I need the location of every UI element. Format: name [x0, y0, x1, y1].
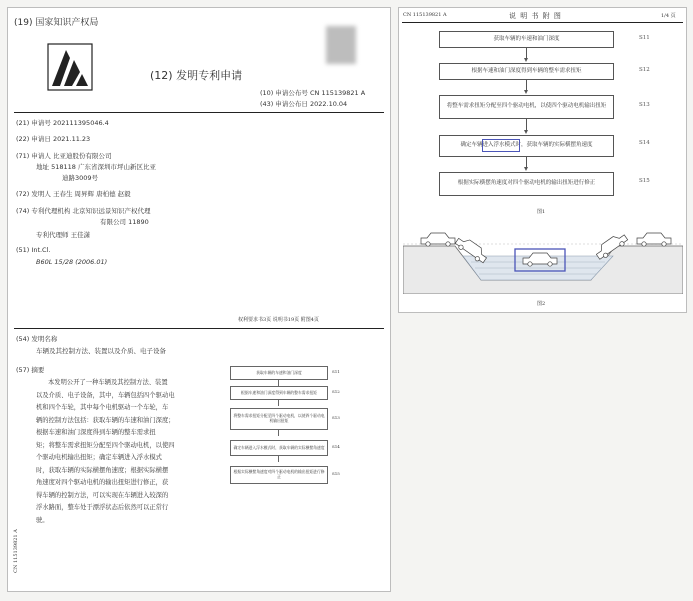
- field-address: 地址 518118 广东省深圳市坪山新区比亚: [36, 163, 156, 171]
- header-divider: [14, 112, 384, 113]
- mini-label: S12: [332, 389, 340, 394]
- office-name: (19) 国家知识产权局: [14, 18, 99, 28]
- abstract-line: 角速度对四个驱动电机的输出扭矩进行修正，获: [36, 479, 169, 486]
- car-icon: [421, 233, 455, 246]
- field-application-date: (22) 申请日 2021.11.23: [16, 135, 91, 143]
- abstract-line: 个驱动电机输出扭矩；确定车辆进入浮水模式: [36, 454, 162, 461]
- mini-step-5: 根据实际横摆角速度对四个驱动电机的输出扭矩进行修正: [230, 466, 328, 484]
- header-page: 1/4 页: [661, 13, 676, 19]
- mini-step-3: 将整车需求扭矩分配至四个驱动电机，以使四个驱动电机输出扭矩: [230, 408, 328, 430]
- step-box-s12: 根据车速和油门深度得到车辆的整车需求扭矩: [439, 63, 614, 80]
- field-applicant: (71) 申请人 比亚迪股份有限公司: [16, 152, 112, 160]
- abstract-label: (57) 摘要: [16, 366, 45, 374]
- abstract-text: [36, 377, 220, 527]
- mini-arrow: [278, 430, 279, 436]
- step-box-s13: 将整车需求扭矩分配至四个驱动电机，以使四个驱动电机输出扭矩: [439, 95, 614, 119]
- abstract-line: 得车辆的控制方法，可以实现在车辆进入较深的: [36, 491, 169, 499]
- step-box-s11: 获取车辆的车速和油门深度: [439, 31, 614, 48]
- step-label: S13: [639, 102, 650, 108]
- invention-title: 车辆及其控制方法、装置以及介质、电子设备: [36, 347, 166, 355]
- abstract-line: 时，获取车辆的实际横摆角速度；根据实际横摆: [36, 466, 169, 474]
- side-publication-number: CN 115139821 A: [12, 529, 19, 573]
- field-agent: 专利代理师 王佳潇: [36, 231, 91, 239]
- field-address-cont: 迪路3009号: [62, 174, 99, 182]
- mid-divider: [14, 328, 384, 329]
- mini-label: S11: [332, 369, 340, 374]
- field-inventors: (72) 发明人 王春生 周昇辉 唐柏德 赵毅: [16, 190, 131, 198]
- mini-step-4: 确定车辆进入浮水模式时，获取车辆的实际横摆角速度: [230, 440, 328, 456]
- header-title: 说 明 书 附 图: [509, 12, 562, 20]
- header-divider: [402, 22, 683, 23]
- page-count-footer: 权利要求书3页 说明书19页 附图4页: [238, 317, 319, 323]
- publication-number: (10) 申请公布号 CN 115139821 A: [260, 89, 366, 97]
- abstract-line: 根据车速和油门深度得到车辆的整车需求扭: [36, 429, 156, 436]
- step-box-s15: 根据实际横摆角速度对四个驱动电机的输出扭矩进行修正: [439, 172, 614, 196]
- document-type: (12) 发明专利申请: [150, 69, 243, 82]
- step-label: S14: [639, 140, 650, 146]
- flow-arrow: [526, 119, 527, 131]
- field-application-number: (21) 申请号 202111395046.4: [16, 119, 109, 127]
- step-label: S15: [639, 178, 650, 184]
- field-agency: (74) 专利代理机构 北京知识远景知识产权代理: [16, 207, 151, 215]
- mini-arrow: [278, 400, 279, 406]
- abstract-line: 本发明公开了一种车辆及其控制方法、装置: [48, 379, 168, 386]
- abstract-line: 驶。: [36, 516, 49, 524]
- abstract-line: 机和四个车轮，其中每个电机驱动一个车轮，车: [36, 404, 169, 411]
- abstract-line: 矩；将整车需求扭矩分配至四个驱动电机，以使四: [36, 441, 175, 449]
- abstract-line: 浮水路面，整车处于漂浮状态后依然可以正常行: [36, 504, 169, 511]
- step-label: S11: [639, 35, 650, 41]
- field-agency-cont: 有限公司 11890: [100, 218, 149, 226]
- mini-step-1: 获取车辆的车速和油门深度: [230, 366, 328, 380]
- flow-arrow: [526, 80, 527, 91]
- mini-arrow: [278, 456, 279, 462]
- floating-mode-highlight: [482, 139, 520, 152]
- field-int-cl: (51) Int.Cl.: [16, 246, 51, 254]
- abstract-line: 辆的控制方法包括：获取车辆的车速和油门深度；: [36, 416, 175, 424]
- field-ipc: B60L 15/28 (2006.01): [36, 258, 108, 266]
- mini-label: S13: [332, 415, 340, 420]
- title-label: (54) 发明名称: [16, 335, 58, 343]
- step-label: S12: [639, 67, 650, 73]
- abstract-line: 以及介质、电子设备，其中，车辆包括四个驱动电: [36, 391, 175, 399]
- figure-2-caption: 图2: [537, 301, 546, 307]
- cnipa-emblem-icon: [46, 42, 94, 92]
- publication-date: (43) 申请公布日 2022.10.04: [260, 100, 348, 108]
- header-number: CN 115139821 A: [403, 12, 447, 18]
- mini-label: S15: [332, 471, 340, 476]
- mini-step-2: 根据车速和油门深度得到车辆的整车需求扭矩: [230, 386, 328, 400]
- patent-front-page: [7, 7, 391, 592]
- flow-arrow: [526, 157, 527, 168]
- flood-crossing-illustration: [403, 222, 683, 294]
- patent-drawings-page: [398, 7, 687, 313]
- figure-1-caption: 图1: [537, 209, 546, 215]
- mini-label: S14: [332, 444, 340, 449]
- step-box-s14: 确定车辆进入浮水模式时，获取车辆的实际横摆角速度: [439, 135, 614, 157]
- qr-code-placeholder: [326, 26, 356, 64]
- flow-arrow: [526, 48, 527, 59]
